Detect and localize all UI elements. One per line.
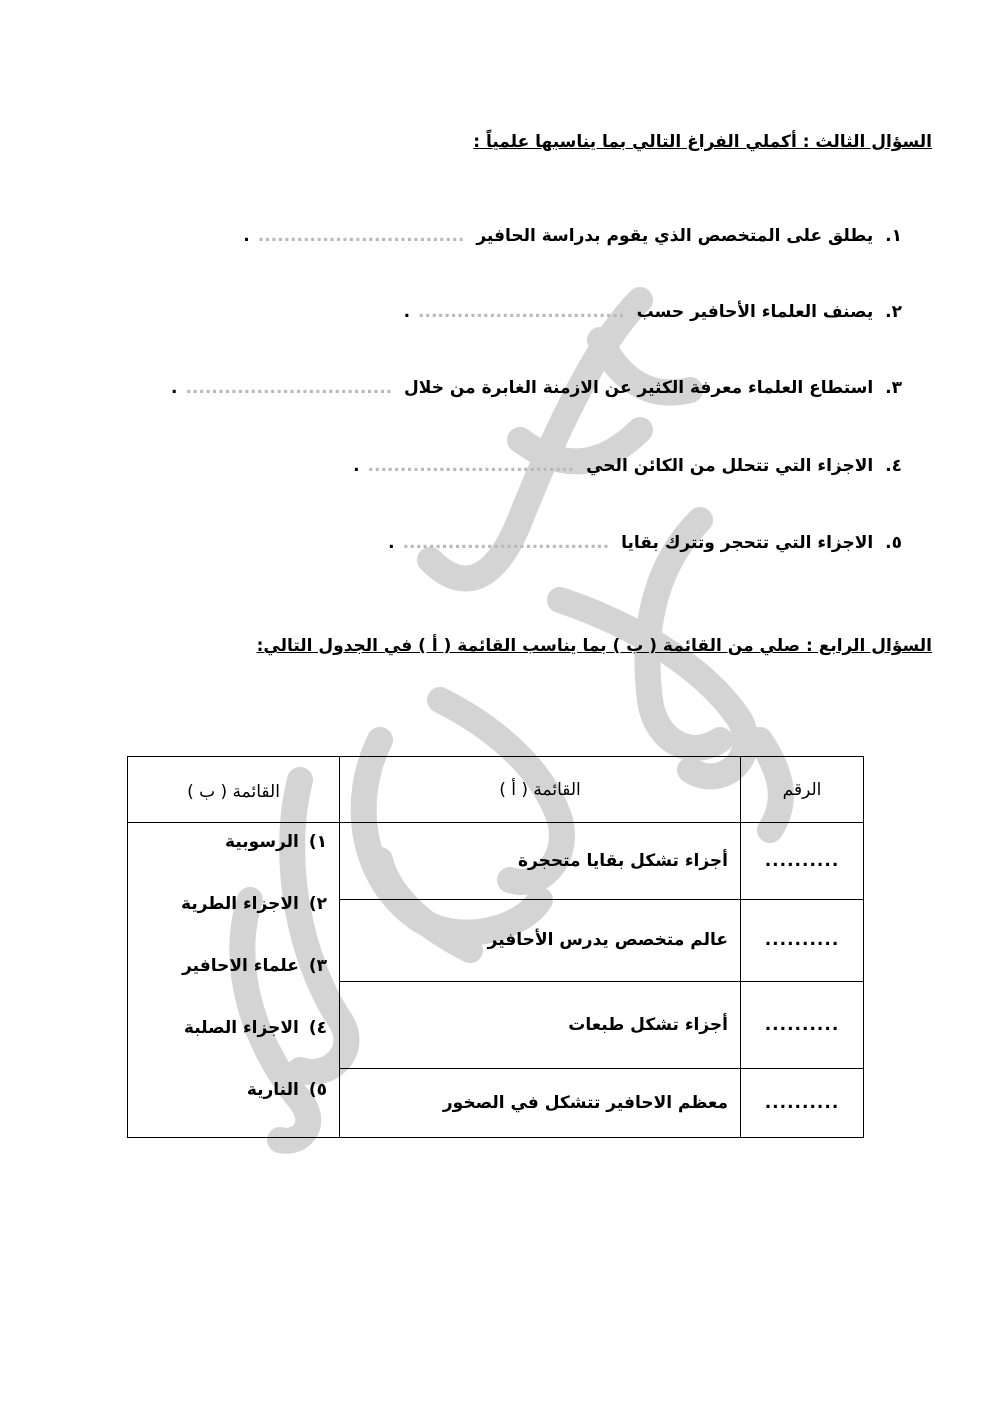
list-b-item: ٢)الاجزاء الطرية (181, 894, 327, 914)
header-list-a: القائمة ( أ ) (340, 757, 741, 823)
q3-item-4: ٤. الاجزاء التي تتحلل من الكائن الحي ................................. (353, 456, 902, 476)
list-b-item: ٤)الاجزاء الصلبة (183, 1018, 327, 1038)
list-b-cell (128, 823, 340, 1138)
q3-item-5: ٥. الاجزاء التي تتحجر وتترك بقايا ................................. (388, 533, 902, 553)
table-header-row (128, 757, 864, 823)
answer-blank[interactable]: ................................ (418, 302, 625, 322)
header-number: الرقم (741, 757, 864, 823)
list-a-item: أجزاء تشكل بقايا متحجرة (340, 823, 741, 900)
answer-blank[interactable]: ................................ (185, 378, 393, 398)
list-b-item: ٥)النارية (246, 1080, 327, 1100)
q3-item-3: ٣. استطاع العلماء معرفة الكثير عن الازمنة الغابرة من خلال ................................. (171, 378, 902, 398)
header-list-b: القائمة ( ب ) (128, 757, 340, 823)
table-row (128, 823, 864, 900)
q3-item-2: ٢. يصنف العلماء الأحافير حسب ................................. (403, 302, 902, 322)
list-a-item: عالم متخصص يدرس الأحافير (340, 900, 741, 981)
q3-item-1: ١. يطلق على المتخصص الذي يقوم بدراسة الحافير ................................. (243, 226, 902, 246)
answer-blank[interactable]: ................................ (257, 226, 465, 246)
answer-number-slot[interactable]: .......... (741, 981, 864, 1068)
answer-number-slot[interactable]: .......... (741, 1068, 864, 1137)
answer-number-slot[interactable]: .......... (741, 900, 864, 981)
answer-blank[interactable]: ................................ (402, 533, 610, 553)
list-a-item: أجزاء تشكل طبعات (340, 981, 741, 1068)
question-four-title: السؤال الرابع : صلي من القائمة ( ب ) بما يناسب القائمة ( أ ) في الجدول التالي: (256, 636, 932, 656)
list-b-item: ١)الرسوبية (225, 832, 327, 852)
list-b-item: ٣)علماء الاحافير (182, 956, 327, 976)
question-three-title: السؤال الثالث : أكملي الفراغ التالي بما يناسبها علمياً : (473, 132, 932, 152)
matching-table (127, 756, 864, 1138)
answer-blank[interactable]: ................................ (367, 456, 575, 476)
list-a-item: معظم الاحافير تتشكل في الصخور (340, 1068, 741, 1137)
answer-number-slot[interactable]: .......... (741, 823, 864, 900)
